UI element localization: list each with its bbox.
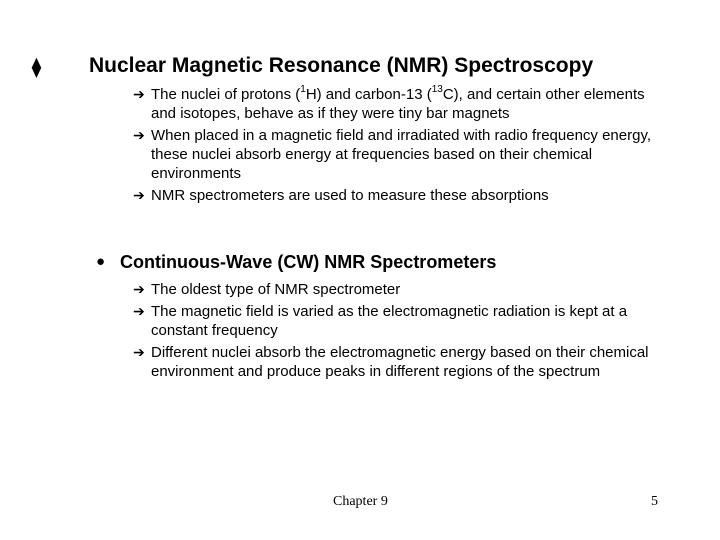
list-item bbox=[133, 186, 673, 205]
section-title: Continuous-Wave (CW) NMR Spectrometers bbox=[120, 252, 497, 272]
bullet-text-part: The nuclei of protons ( bbox=[151, 86, 301, 103]
arrow-bullet-icon: ➔ bbox=[133, 303, 145, 319]
arrow-bullet-icon: ➔ bbox=[133, 344, 145, 360]
bullet-text: When placed in a magnetic field and irradiated with radio frequency energy, these nuclei absorb energy at frequencies based on their chemical environments bbox=[151, 127, 652, 182]
bullet-text: The magnetic field is varied as the electromagnetic radiation is kept at a constant frequency bbox=[151, 303, 628, 339]
arrow-bullet-icon: ➔ bbox=[133, 86, 145, 102]
section-title: Nuclear Magnetic Resonance (NMR) Spectroscopy bbox=[89, 54, 594, 77]
bullet-text-part: C), and certain other elements and isotopes, behave as if they were tiny bar magnets bbox=[151, 86, 645, 122]
superscript: 13 bbox=[431, 84, 443, 95]
arrow-bullet-icon: ➔ bbox=[133, 281, 145, 297]
page-number: 5 bbox=[651, 494, 658, 509]
bullet-text: The oldest type of NMR spectrometer bbox=[151, 281, 401, 298]
bullet-text-part: H) and carbon-13 ( bbox=[305, 86, 432, 103]
arrow-bullet-icon: ➔ bbox=[133, 127, 145, 143]
list-item bbox=[133, 302, 678, 340]
dot-bullet-icon: ● bbox=[96, 253, 106, 270]
nmr-bullet-list bbox=[133, 85, 673, 208]
cw-bullet-list bbox=[133, 280, 678, 384]
superscript: 1 bbox=[300, 84, 306, 95]
list-item bbox=[133, 280, 678, 299]
diamond-bullet-icon: ⧫ bbox=[32, 57, 41, 77]
footer-chapter: Chapter 9 bbox=[333, 494, 388, 509]
list-item bbox=[133, 343, 678, 381]
list-item bbox=[133, 85, 673, 123]
arrow-bullet-icon: ➔ bbox=[133, 187, 145, 203]
bullet-text: NMR spectrometers are used to measure these absorptions bbox=[151, 187, 549, 204]
bullet-text: Different nuclei absorb the electromagnetic energy based on their chemical environment and produce peaks in different regions of the spectrum bbox=[151, 344, 649, 380]
list-item bbox=[133, 126, 673, 183]
